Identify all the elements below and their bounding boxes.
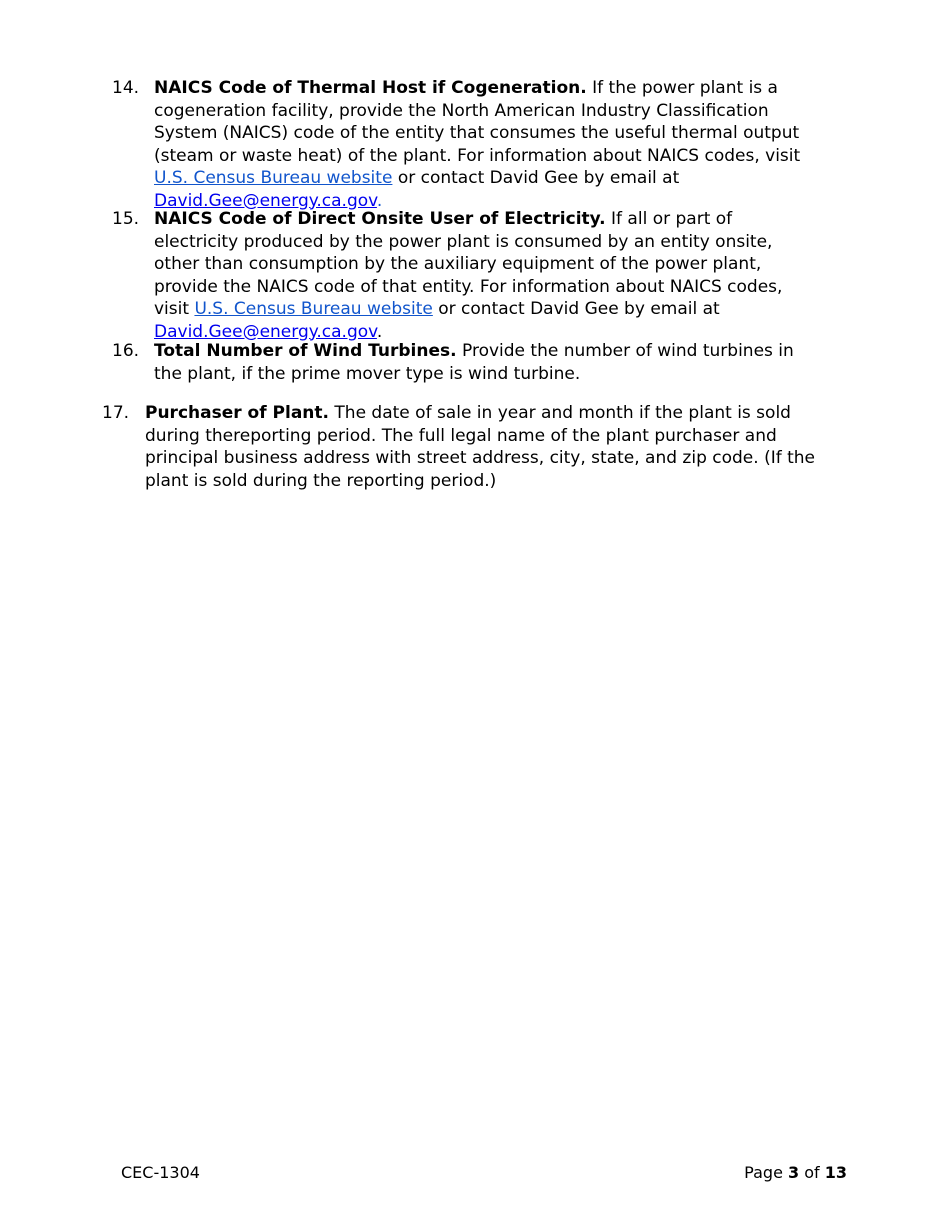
item-number: 15. xyxy=(112,209,140,229)
item-text-middle: or contact David Gee by email at xyxy=(432,299,720,319)
item-body xyxy=(145,402,835,492)
item-text: The date of sale in year and month if the plant is sold during thereporting period. The full legal name of the plant purchaser and principal business address with street address, city, state, and zip code. (If the plant is sold during the reporting period.) xyxy=(145,403,816,491)
item-title: NAICS Code of Thermal Host if Cogeneration. xyxy=(154,78,587,98)
page-current: 3 xyxy=(788,1163,800,1182)
item-number: 14. xyxy=(112,78,140,98)
page-total: 13 xyxy=(824,1163,847,1182)
item-number: 16. xyxy=(112,341,140,361)
list-item-14 xyxy=(0,77,950,211)
page-prefix: Page xyxy=(744,1163,788,1182)
census-bureau-link[interactable]: U.S. Census Bureau website xyxy=(154,168,393,188)
list-item-16 xyxy=(0,340,950,390)
item-title: NAICS Code of Direct Onsite User of Electricity. xyxy=(154,209,606,229)
census-bureau-link[interactable]: U.S. Census Bureau website xyxy=(194,299,433,319)
item-title: Total Number of Wind Turbines. xyxy=(154,341,457,361)
item-text-middle: or contact David Gee by email at xyxy=(392,168,680,188)
page-number xyxy=(744,1162,847,1185)
item-body xyxy=(154,340,824,385)
item-text: If all or part of electricity produced by the power plant is consumed by an entity onsite, other than consumption by the auxiliary equipment of the power plant, provide the NAICS code of that entity. For information about NAICS codes, visit xyxy=(154,209,783,319)
item-text: If the power plant is a cogeneration facility, provide the North American Industry Classification System (NAICS) code of the entity that consumes the useful thermal output (steam or waste heat) of the plant. For information about NAICS codes, visit xyxy=(154,78,801,166)
list-item-15 xyxy=(0,208,950,342)
item-body xyxy=(154,208,819,343)
item-text: Provide the number of wind turbines in the plant, if the prime mover type is wind turbine. xyxy=(154,341,794,384)
item-text-end: . xyxy=(376,321,383,342)
item-number: 17. xyxy=(102,403,130,423)
page-of: of xyxy=(799,1163,825,1182)
item-body xyxy=(154,77,814,212)
list-item-17 xyxy=(0,402,950,497)
item-title: Purchaser of Plant. xyxy=(145,403,329,423)
form-id: CEC-1304 xyxy=(121,1163,200,1182)
item-text-end: . xyxy=(376,190,383,211)
email-link[interactable]: David.Gee@energy.ca.gov xyxy=(154,321,377,342)
email-link[interactable]: David.Gee@energy.ca.gov xyxy=(154,190,377,211)
